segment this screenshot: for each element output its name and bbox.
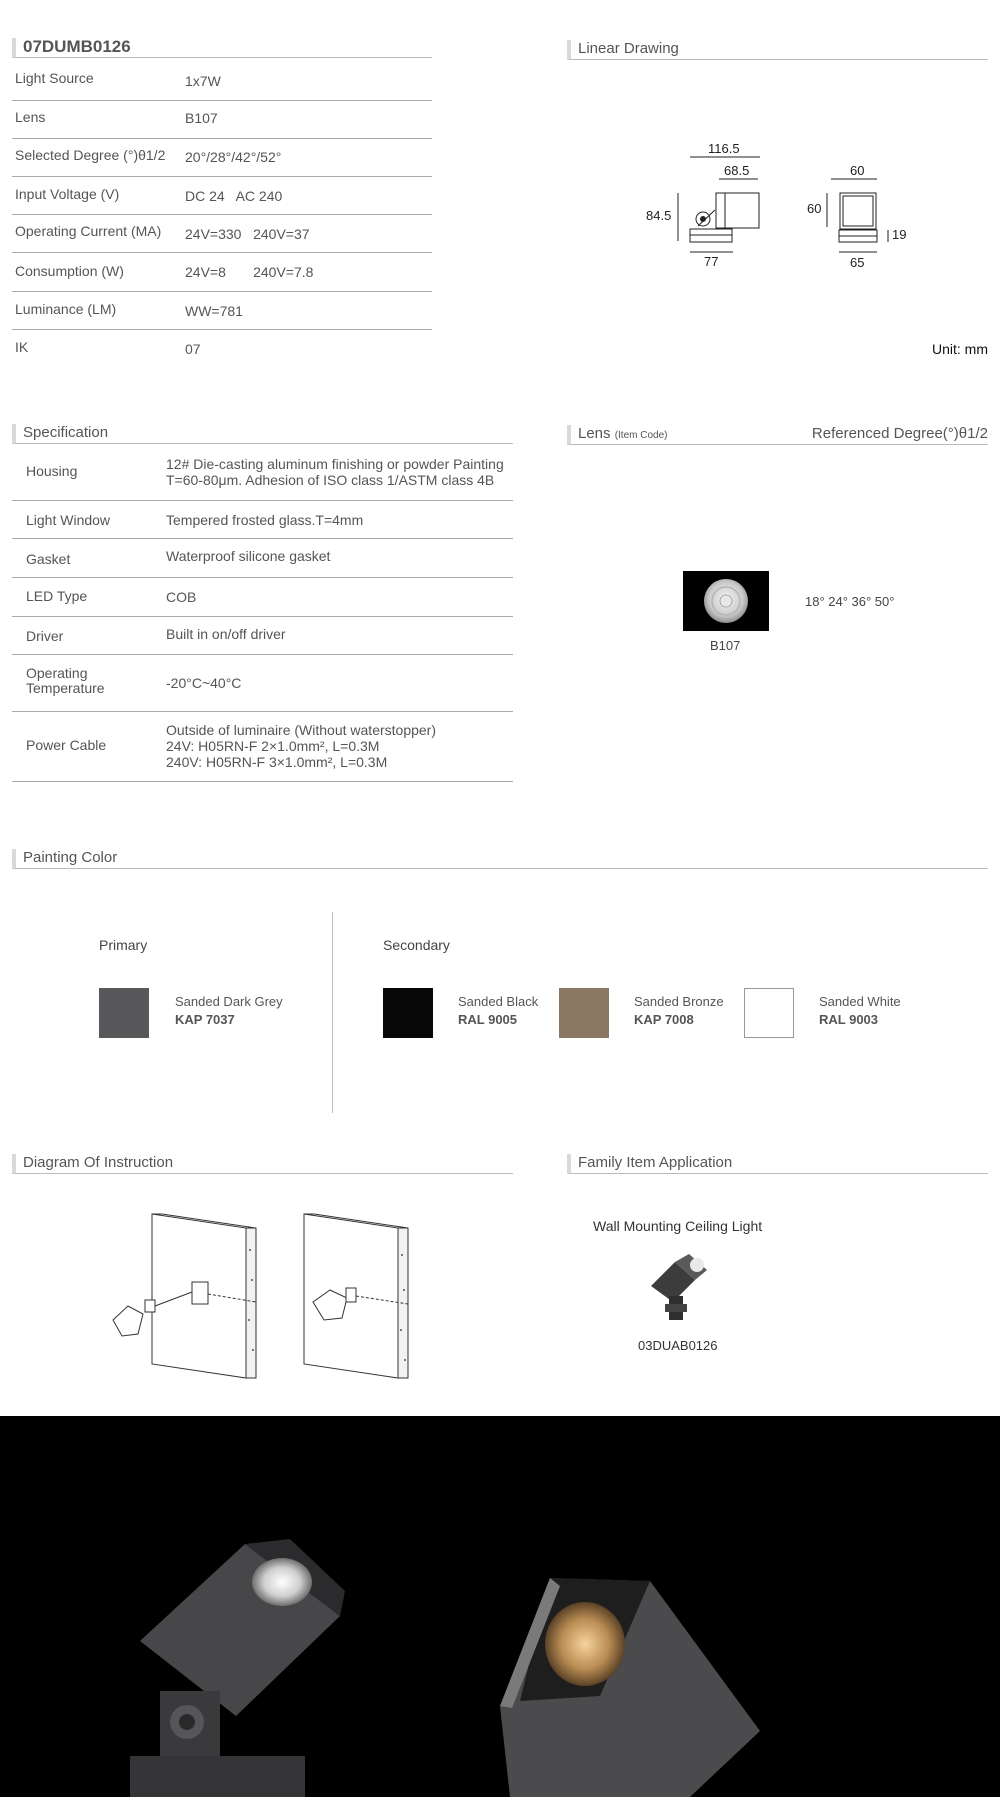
spec-value	[166, 675, 241, 691]
spec-value	[166, 456, 504, 488]
referenced-degree-title: Referenced Degree(°)θ1/2	[811, 425, 988, 442]
spec-row	[12, 654, 513, 712]
spec-label: Light Window	[26, 512, 111, 528]
product-code: 07DUMB0126	[23, 37, 131, 56]
color-code: KAP 7037	[175, 1012, 235, 1027]
diagram-title: Diagram Of Instruction	[23, 1154, 174, 1171]
param-label: Lens	[15, 109, 46, 125]
spec-line: Built in on/off driver	[166, 626, 286, 642]
lens-title: Lens	[578, 425, 611, 442]
spec-line: Tempered frosted glass.T=4mm	[166, 512, 364, 528]
product-code-header	[12, 38, 432, 58]
color-name: Sanded Dark Grey	[175, 994, 283, 1009]
family-item-image	[645, 1250, 715, 1325]
spec-row	[12, 538, 513, 578]
param-value: DC 24 AC 240	[185, 188, 283, 204]
specification-header	[12, 424, 513, 444]
color-divider	[332, 912, 333, 1113]
param-value: 24V=330 240V=37	[185, 226, 310, 242]
unit-label: Unit: mm	[932, 341, 988, 357]
param-value: 1x7W	[185, 73, 221, 89]
lens-degrees: 18° 24° 36° 50°	[805, 594, 895, 609]
param-row	[12, 214, 432, 253]
color-name: Sanded White	[819, 994, 901, 1009]
spec-value	[166, 722, 436, 770]
dim-label: 77	[704, 254, 719, 269]
spec-row	[12, 577, 513, 617]
lens-header	[567, 425, 988, 445]
spec-label: LED Type	[26, 588, 88, 604]
param-row	[12, 291, 432, 330]
param-label: Consumption (W)	[15, 263, 124, 279]
color-code: RAL 9005	[458, 1012, 518, 1027]
param-label: Operating Current (MA)	[15, 223, 162, 239]
dim-label: 60	[850, 163, 865, 178]
family-item-code: 03DUAB0126	[638, 1338, 718, 1353]
dim-label: 60	[807, 201, 822, 216]
family-item-title: Wall Mounting Ceiling Light	[593, 1218, 763, 1234]
linear-drawing-title: Linear Drawing	[578, 40, 679, 57]
param-row	[12, 176, 432, 215]
spec-row	[12, 711, 513, 782]
color-code: RAL 9003	[819, 1012, 879, 1027]
primary-label: Primary	[99, 937, 148, 953]
color-code: KAP 7008	[634, 1012, 694, 1027]
installation-diagram	[110, 1210, 420, 1380]
lens-icon	[683, 571, 769, 631]
spec-value	[166, 626, 286, 642]
lens-image	[683, 571, 769, 631]
spec-line: 24V: H05RN-F 2×1.0mm², L=0.3M	[166, 738, 380, 754]
spec-row	[12, 444, 513, 501]
param-row	[12, 100, 432, 139]
param-value: 07	[185, 341, 201, 357]
dim-label: 116.5	[708, 141, 740, 156]
spec-label: Operating Temperature	[26, 665, 105, 696]
linear-drawing-header	[567, 40, 988, 60]
family-header	[567, 1154, 988, 1174]
spec-value	[166, 548, 330, 564]
param-label: Selected Degree (°)θ1/2	[15, 147, 166, 163]
lens-title-small: (Item Code)	[614, 430, 668, 441]
param-row	[12, 60, 432, 101]
painting-color-title: Painting Color	[23, 849, 118, 866]
spec-row	[12, 616, 513, 655]
spec-label: Power Cable	[26, 737, 107, 753]
param-label: Input Voltage (V)	[15, 186, 120, 202]
spec-label: Driver	[26, 628, 64, 644]
spec-line: Waterproof silicone gasket	[166, 548, 331, 564]
lens-code: B107	[710, 638, 741, 653]
color-label	[175, 993, 283, 1029]
spec-value	[166, 512, 363, 528]
color-swatch	[744, 988, 794, 1038]
color-swatch	[99, 988, 149, 1038]
spec-value	[166, 589, 196, 605]
family-title: Family Item Application	[578, 1154, 733, 1171]
spec-label: Housing	[26, 463, 78, 479]
param-label: Luminance (LM)	[15, 301, 117, 317]
spec-line: -20°C~40°C	[166, 675, 242, 691]
specification-title: Specification	[23, 424, 109, 441]
diagram-header	[12, 1154, 513, 1174]
param-value: B107	[185, 110, 218, 126]
product-photo	[0, 1416, 1000, 1797]
color-label	[819, 993, 901, 1029]
param-row	[12, 252, 432, 292]
painting-color-header	[12, 849, 988, 869]
spec-line: COB	[166, 589, 197, 605]
spec-line: 240V: H05RN-F 3×1.0mm², L=0.3M	[166, 754, 388, 770]
color-name: Sanded Black	[458, 994, 539, 1009]
param-row	[12, 138, 432, 177]
param-value: WW=781	[185, 303, 243, 319]
color-swatch	[383, 988, 433, 1038]
color-label	[458, 993, 538, 1029]
color-label	[634, 993, 724, 1029]
spec-row	[12, 500, 513, 539]
param-value: 20°/28°/42°/52°	[185, 149, 282, 165]
color-name: Sanded Bronze	[634, 994, 724, 1009]
param-value: 24V=8 240V=7.8	[185, 264, 314, 280]
dim-label: 65	[850, 255, 865, 270]
dim-label: 68.5	[724, 163, 750, 178]
dim-label: 19	[892, 227, 907, 242]
color-swatch	[559, 988, 609, 1038]
spec-line: T=60-80μm. Adhesion of ISO class 1/ASTM class 4B	[166, 472, 495, 488]
product-photo-render	[0, 1416, 1000, 1797]
spec-line: Outside of luminaire (Without waterstopper)	[166, 722, 436, 738]
linear-drawing	[640, 140, 920, 270]
param-label: IK	[15, 339, 29, 355]
spec-label: Gasket	[26, 551, 71, 567]
param-label: Light Source	[15, 70, 94, 86]
param-row	[12, 329, 432, 369]
dim-label: 84.5	[646, 208, 672, 223]
spec-line: 12# Die-casting aluminum finishing or powder Painting	[166, 456, 504, 472]
secondary-label: Secondary	[383, 937, 450, 953]
